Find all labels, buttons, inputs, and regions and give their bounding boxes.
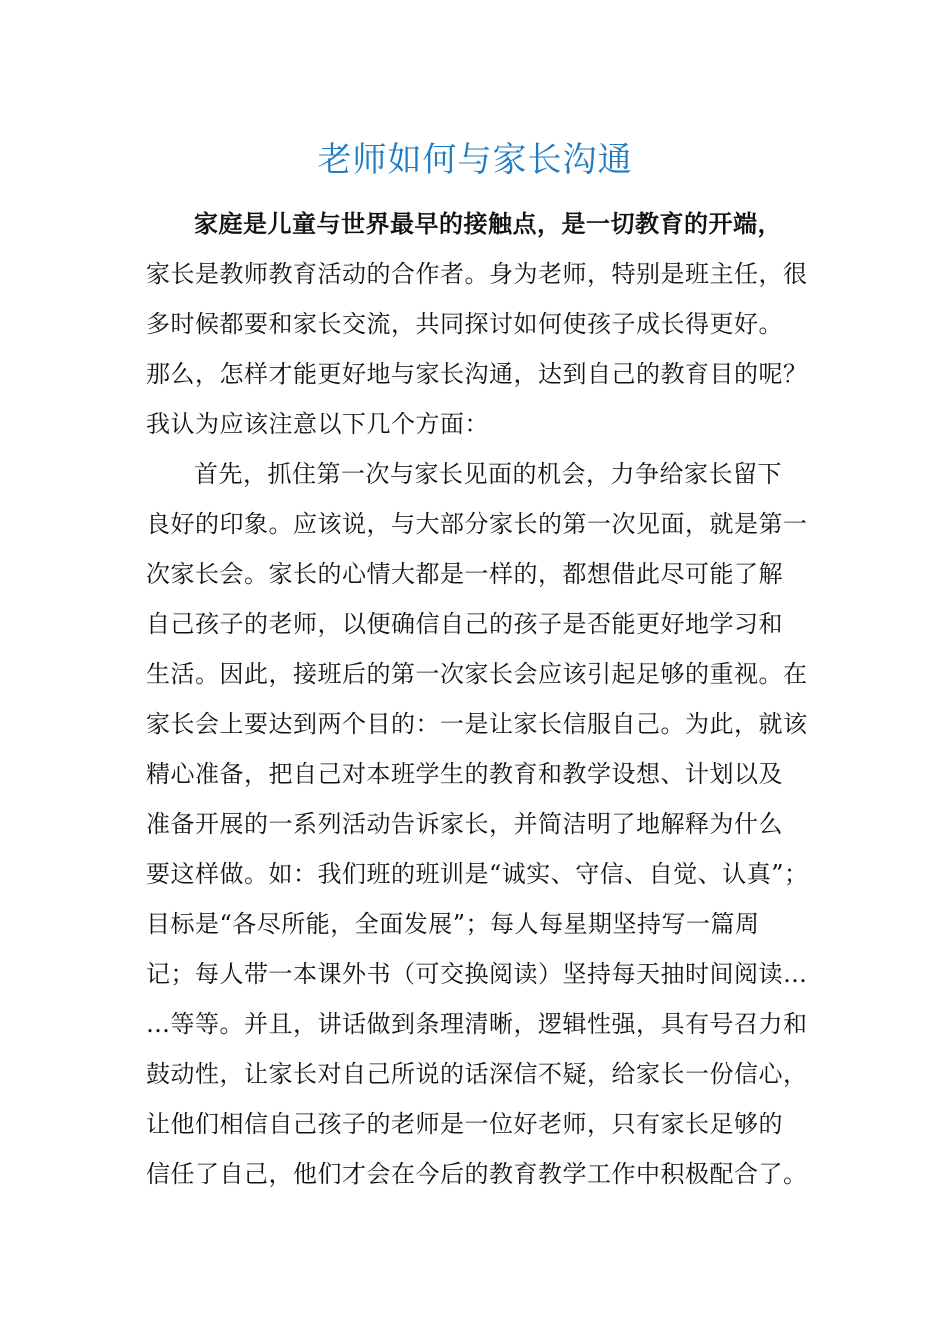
- paragraph-2-line-15: 信任了自己，他们才会在今后的教育教学工作中积极配合了。: [146, 1160, 808, 1188]
- paragraph-2-line-3: 次家长会。家长的心情大都是一样的，都想借此尽可能了解: [146, 560, 783, 588]
- paragraph-2-line-8: 准备开展的一系列活动告诉家长，并简洁明了地解释为什么: [146, 810, 783, 838]
- paragraph-2-line-7: 精心准备，把自己对本班学生的教育和教学设想、计划以及: [146, 760, 783, 788]
- paragraph-2-line-14: 让他们相信自己孩子的老师是一位好老师，只有家长足够的: [146, 1110, 783, 1138]
- paragraph-2-line-11: 记；每人带一本课外书（可交换阅读）坚持每天抽时间阅读…: [146, 960, 808, 988]
- paragraph-1-line-1: 家庭是儿童与世界最早的接触点，是一切教育的开端，: [194, 209, 782, 238]
- paragraph-2-line-13: 鼓动性，让家长对自己所说的话深信不疑，给家长一份信心，: [146, 1060, 808, 1088]
- document-title: 老师如何与家长沟通: [317, 140, 633, 180]
- paragraph-2-line-10: 目标是“各尽所能，全面发展”；每人每星期坚持写一篇周: [146, 910, 760, 938]
- paragraph-2-line-9: 要这样做。如：我们班的班训是“诚实、守信、自觉、认真”；: [146, 860, 809, 888]
- paragraph-1-line-2: 家长是教师教育活动的合作者。身为老师，特别是班主任，很: [146, 260, 808, 288]
- paragraph-2-line-4: 自己孩子的老师，以便确信自己的孩子是否能更好地学习和: [146, 610, 783, 638]
- paragraph-2-line-1: 首先，抓住第一次与家长见面的机会，力争给家长留下: [194, 460, 782, 488]
- paragraph-2-line-12: …等等。并且，讲话做到条理清晰，逻辑性强，具有号召力和: [146, 1010, 808, 1038]
- paragraph-1-line-4: 那么，怎样才能更好地与家长沟通，达到自己的教育目的呢？: [146, 360, 808, 388]
- paragraph-2-line-6: 家长会上要达到两个目的：一是让家长信服自己。为此，就该: [146, 710, 808, 738]
- paragraph-1-line-5: 我认为应该注意以下几个方面：: [146, 410, 489, 438]
- paragraph-2-line-5: 生活。因此，接班后的第一次家长会应该引起足够的重视。在: [146, 660, 808, 688]
- paragraph-1-line-3: 多时候都要和家长交流，共同探讨如何使孩子成长得更好。: [146, 310, 783, 338]
- paragraph-2-line-2: 良好的印象。应该说，与大部分家长的第一次见面，就是第一: [146, 510, 808, 538]
